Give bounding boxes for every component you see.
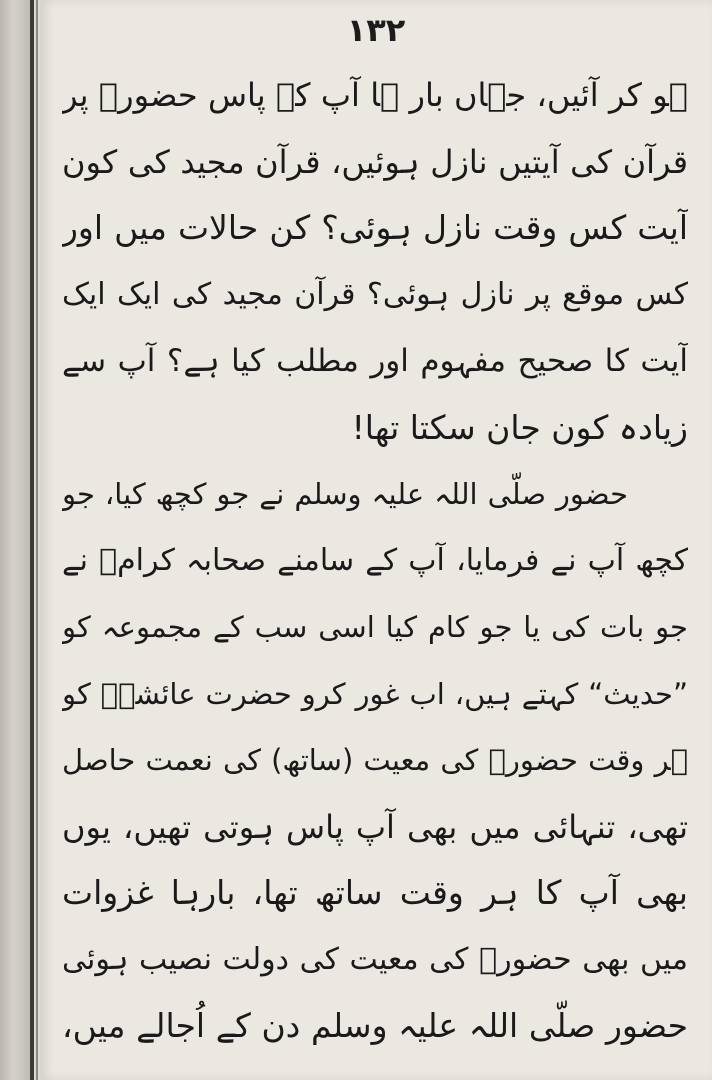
gutter-fold-line bbox=[36, 0, 38, 1080]
text-line-6: زیادہ کون جان سکتا تھا! bbox=[351, 407, 688, 447]
text-line-3: آیت کس وقت نازل ہوئی؟ کن حالات میں اور bbox=[62, 208, 688, 247]
gutter-shadow-line bbox=[30, 0, 34, 1080]
text-line-14: میں بھی حضورؐ کی معیت کی دولت نصیب ہوئی bbox=[62, 941, 688, 977]
text-line-15: حضور صلّی اللہ علیہ وسلم دن کے اُجالے میں، bbox=[62, 1006, 688, 1045]
text-line-7: حضور صلّی اللہ علیہ وسلم نے جو کچھ کیا، جو bbox=[62, 477, 628, 511]
text-line-1: ہو کر آئیں، جہاں بار ہا آپ کے پاس حضورؐ پر bbox=[62, 76, 688, 114]
book-binding-edge bbox=[0, 0, 30, 1080]
text-line-13: بھی آپ کا ہر وقت ساتھ تھا، بارہا غزوات bbox=[62, 873, 688, 912]
body-text bbox=[62, 62, 688, 1060]
text-line-4: کس موقع پر نازل ہوئی؟ قرآن مجید کی ایک ایک bbox=[62, 276, 688, 312]
text-line-11: ہر وقت حضورؐ کی معیت (ساتھ) کی نعمت حاصل bbox=[62, 743, 688, 777]
text-line-10: ”حدیث“ کہتے ہیں، اب غور کرو حضرت عائشہؓ کو bbox=[62, 676, 688, 711]
text-line-2: قرآن کی آیتیں نازل ہوئیں، قرآن مجید کی کون bbox=[62, 142, 688, 181]
text-line-8: کچھ آپ نے فرمایا، آپ کے سامنے صحابہ کرامؓ نے bbox=[62, 542, 688, 578]
text-line-9: جو بات کی یا جو کام کیا اسی سب کے مجموعہ کو bbox=[62, 610, 688, 644]
text-line-12: تھی، تنہائی میں بھی آپ پاس ہوتی تھیں، یوں bbox=[62, 807, 688, 846]
page-number: ۱۳۲ bbox=[346, 11, 406, 49]
text-line-5: آیت کا صحیح مفہوم اور مطلب کیا ہے؟ آپ سے bbox=[62, 343, 688, 379]
page-paper bbox=[40, 0, 712, 1080]
